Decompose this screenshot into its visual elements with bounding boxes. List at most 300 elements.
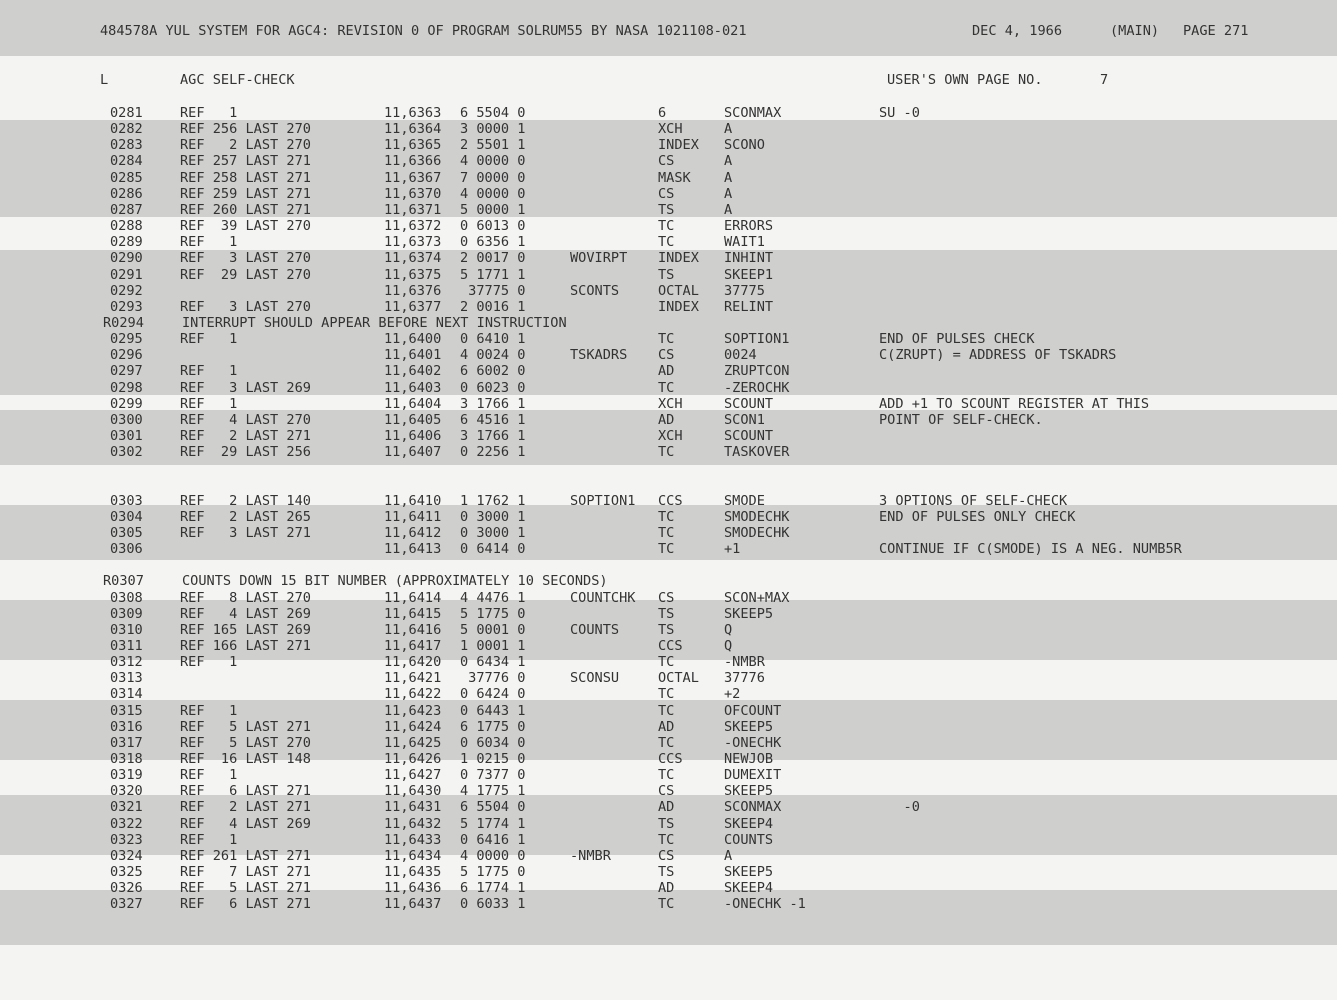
line-number: 0322 bbox=[110, 815, 143, 832]
operand: NEWJOB bbox=[724, 751, 774, 767]
octal-word: 0 6034 0 bbox=[460, 734, 526, 751]
octal-word: 2 5501 1 bbox=[460, 137, 526, 154]
listing-row bbox=[0, 719, 1337, 735]
operand: SCON+MAX bbox=[724, 589, 790, 606]
operand: SCONMAX bbox=[724, 799, 782, 816]
line-number: 0301 bbox=[110, 428, 143, 444]
listing-row bbox=[0, 832, 1337, 848]
line-number: 0310 bbox=[110, 621, 143, 638]
opcode: TC bbox=[658, 444, 675, 461]
operand: SCOUNT bbox=[724, 428, 774, 444]
address: 11,6420 bbox=[384, 654, 442, 671]
ref-field: REF 1 bbox=[180, 702, 238, 719]
address: 11,6413 bbox=[384, 541, 442, 558]
octal-word: 4 0000 0 bbox=[460, 153, 526, 170]
comment: END OF PULSES ONLY CHECK bbox=[879, 508, 1076, 525]
octal-word: 0 2256 1 bbox=[460, 444, 526, 461]
address: 11,6405 bbox=[384, 411, 442, 428]
ref-field: REF 3 LAST 270 bbox=[180, 298, 311, 315]
opcode: TS bbox=[658, 266, 675, 283]
listing-row bbox=[0, 412, 1337, 428]
octal-word: 4 0000 0 bbox=[460, 847, 526, 864]
line-number: 0308 bbox=[110, 589, 143, 606]
address: 11,6432 bbox=[384, 815, 442, 832]
opcode: OCTAL bbox=[658, 282, 699, 299]
octal-word: 0 6023 0 bbox=[460, 379, 526, 396]
line-number: 0296 bbox=[110, 347, 143, 364]
remark-text: COUNTS DOWN 15 BIT NUMBER (APPROXIMATELY 10 SECONDS) bbox=[182, 573, 608, 590]
operand: SKEEP4 bbox=[724, 815, 774, 832]
header-section: (MAIN) bbox=[1110, 23, 1160, 39]
listing-row bbox=[0, 670, 1337, 686]
octal-word: 5 0001 0 bbox=[460, 621, 526, 638]
line-number: 0311 bbox=[110, 637, 143, 654]
opcode: AD bbox=[658, 411, 675, 428]
octal-word: 37776 0 bbox=[460, 670, 526, 687]
opcode: TS bbox=[658, 815, 675, 832]
operand: SCON1 bbox=[724, 411, 765, 428]
listing-row bbox=[0, 267, 1337, 283]
ref-field: REF 2 LAST 271 bbox=[180, 428, 311, 444]
label: SCONTS bbox=[570, 282, 620, 299]
operand: OFCOUNT bbox=[724, 702, 782, 719]
address: 11,6375 bbox=[384, 266, 442, 283]
ref-field: REF 165 LAST 269 bbox=[180, 621, 311, 638]
address: 11,6365 bbox=[384, 137, 442, 154]
operand: 37776 bbox=[724, 670, 765, 687]
octal-word: 6 6002 0 bbox=[460, 363, 526, 380]
ref-field: REF 29 LAST 270 bbox=[180, 266, 311, 283]
comment: POINT OF SELF-CHECK. bbox=[879, 411, 1043, 428]
octal-word: 2 0016 1 bbox=[460, 298, 526, 315]
address: 11,6425 bbox=[384, 734, 442, 751]
operand: A bbox=[724, 121, 733, 138]
ref-field: REF 8 LAST 270 bbox=[180, 589, 311, 606]
operand: TASKOVER bbox=[724, 444, 790, 461]
octal-word: 5 1775 0 bbox=[460, 864, 526, 881]
listing-row bbox=[0, 751, 1337, 767]
line-number: 0285 bbox=[110, 169, 143, 186]
operand: SMODECHK bbox=[724, 524, 790, 541]
listing-row bbox=[0, 380, 1337, 396]
ref-field: REF 16 LAST 148 bbox=[180, 751, 311, 767]
octal-word: 3 0000 1 bbox=[460, 121, 526, 138]
octal-word: 4 0024 0 bbox=[460, 347, 526, 364]
opcode: XCH bbox=[658, 395, 683, 412]
octal-word: 37775 0 bbox=[460, 282, 526, 299]
octal-word: 3 1766 1 bbox=[460, 428, 526, 444]
ref-field: REF 1 bbox=[180, 831, 238, 848]
address: 11,6371 bbox=[384, 201, 442, 218]
octal-word: 0 7377 0 bbox=[460, 767, 526, 784]
address: 11,6401 bbox=[384, 347, 442, 364]
ref-field: REF 2 LAST 265 bbox=[180, 508, 311, 525]
address: 11,6374 bbox=[384, 250, 442, 267]
listing-row bbox=[0, 170, 1337, 186]
address: 11,6422 bbox=[384, 686, 442, 703]
line-number: 0305 bbox=[110, 524, 143, 541]
opcode: CCS bbox=[658, 492, 683, 509]
ref-field: REF 1 bbox=[180, 654, 238, 671]
line-number: 0302 bbox=[110, 444, 143, 461]
address: 11,6424 bbox=[384, 718, 442, 735]
octal-word: 0 6434 1 bbox=[460, 654, 526, 671]
address: 11,6366 bbox=[384, 153, 442, 170]
operand: 37775 bbox=[724, 282, 765, 299]
octal-word: 1 0215 0 bbox=[460, 751, 526, 767]
ref-field: REF 256 LAST 270 bbox=[180, 121, 311, 138]
operand: COUNTS bbox=[724, 831, 774, 848]
label: COUNTS bbox=[570, 621, 620, 638]
ref-field: REF 4 LAST 269 bbox=[180, 605, 311, 622]
listing-row bbox=[0, 606, 1337, 622]
comment: CONTINUE IF C(SMODE) IS A NEG. NUMB5R bbox=[879, 541, 1182, 558]
opcode: AD bbox=[658, 363, 675, 380]
opcode: CCS bbox=[658, 637, 683, 654]
octal-word: 2 0017 0 bbox=[460, 250, 526, 267]
header-page: PAGE 271 bbox=[1183, 23, 1249, 39]
listing-row bbox=[0, 428, 1337, 444]
octal-word: 1 0001 1 bbox=[460, 637, 526, 654]
ref-field: REF 258 LAST 271 bbox=[180, 169, 311, 186]
ref-field: REF 261 LAST 271 bbox=[180, 847, 311, 864]
line-number: 0283 bbox=[110, 137, 143, 154]
opcode: TC bbox=[658, 702, 675, 719]
octal-word: 0 6033 1 bbox=[460, 896, 526, 913]
operand: A bbox=[724, 847, 733, 864]
address: 11,6372 bbox=[384, 218, 442, 235]
listing-row bbox=[0, 767, 1337, 783]
line-number: 0289 bbox=[110, 234, 143, 251]
operand: ZRUPTCON bbox=[724, 363, 790, 380]
listing-row bbox=[0, 444, 1337, 460]
listing-row bbox=[0, 703, 1337, 719]
line-number: 0303 bbox=[110, 492, 143, 509]
line-number: 0327 bbox=[110, 896, 143, 913]
line-number: 0281 bbox=[110, 105, 143, 121]
line-number: 0287 bbox=[110, 201, 143, 218]
ref-field: REF 1 bbox=[180, 234, 238, 251]
octal-word: 0 3000 1 bbox=[460, 508, 526, 525]
comment: ADD +1 TO SCOUNT REGISTER AT THIS bbox=[879, 395, 1150, 412]
ref-field: REF 1 bbox=[180, 767, 238, 784]
octal-word: 3 1766 1 bbox=[460, 395, 526, 412]
ref-field: REF 1 bbox=[180, 363, 238, 380]
opcode: CS bbox=[658, 347, 675, 364]
octal-word: 0 6416 1 bbox=[460, 831, 526, 848]
address: 11,6434 bbox=[384, 847, 442, 864]
operand: SCOUNT bbox=[724, 395, 774, 412]
octal-word: 6 1774 1 bbox=[460, 880, 526, 897]
opcode: TC bbox=[658, 218, 675, 235]
header-date: DEC 4, 1966 bbox=[972, 23, 1063, 39]
ref-field: REF 5 LAST 271 bbox=[180, 880, 311, 897]
opcode: INDEX bbox=[658, 250, 699, 267]
octal-word: 1 1762 1 bbox=[460, 492, 526, 509]
address: 11,6376 bbox=[384, 282, 442, 299]
operand: A bbox=[724, 201, 733, 218]
line-number: 0282 bbox=[110, 121, 143, 138]
opcode: TC bbox=[658, 896, 675, 913]
subheader-title: AGC SELF-CHECK bbox=[180, 72, 295, 88]
opcode: INDEX bbox=[658, 137, 699, 154]
ref-field: REF 166 LAST 271 bbox=[180, 637, 311, 654]
octal-word: 5 1771 1 bbox=[460, 266, 526, 283]
opcode: CS bbox=[658, 589, 675, 606]
listing-row bbox=[0, 799, 1337, 815]
address: 11,6364 bbox=[384, 121, 442, 138]
address: 11,6437 bbox=[384, 896, 442, 913]
octal-word: 5 1775 0 bbox=[460, 605, 526, 622]
line-number: 0291 bbox=[110, 266, 143, 283]
opcode: 6 bbox=[658, 105, 667, 121]
line-number: 0299 bbox=[110, 395, 143, 412]
operand: SCONMAX bbox=[724, 105, 782, 121]
label: -NMBR bbox=[570, 847, 611, 864]
address: 11,6400 bbox=[384, 331, 442, 348]
operand: SMODE bbox=[724, 492, 765, 509]
octal-word: 6 1775 0 bbox=[460, 718, 526, 735]
line-number: 0288 bbox=[110, 218, 143, 235]
listing-row bbox=[0, 331, 1337, 347]
operand: Q bbox=[724, 637, 733, 654]
address: 11,6370 bbox=[384, 185, 442, 202]
operand: +2 bbox=[724, 686, 741, 703]
opcode: CS bbox=[658, 185, 675, 202]
line-number: 0284 bbox=[110, 153, 143, 170]
ref-field: REF 7 LAST 271 bbox=[180, 864, 311, 881]
ref-field: REF 260 LAST 271 bbox=[180, 201, 311, 218]
listing-row bbox=[0, 638, 1337, 654]
remark-number: R0307 bbox=[103, 573, 144, 590]
address: 11,6406 bbox=[384, 428, 442, 444]
remark-text: INTERRUPT SHOULD APPEAR BEFORE NEXT INSTRUCTION bbox=[182, 314, 567, 331]
line-number: 0326 bbox=[110, 880, 143, 897]
line-number: 0314 bbox=[110, 686, 143, 703]
line-number: 0315 bbox=[110, 702, 143, 719]
listing-row bbox=[0, 234, 1337, 250]
listing-row bbox=[0, 864, 1337, 880]
comment: 3 OPTIONS OF SELF-CHECK bbox=[879, 492, 1068, 509]
octal-word: 0 6356 1 bbox=[460, 234, 526, 251]
address: 11,6404 bbox=[384, 395, 442, 412]
opcode: INDEX bbox=[658, 298, 699, 315]
comment: C(ZRUPT) = ADDRESS OF TSKADRS bbox=[879, 347, 1117, 364]
octal-word: 6 4516 1 bbox=[460, 411, 526, 428]
ref-field: REF 3 LAST 269 bbox=[180, 379, 311, 396]
line-number: 0318 bbox=[110, 751, 143, 767]
header-title: 484578A YUL SYSTEM FOR AGC4: REVISION 0 OF PROGRAM SOLRUM55 BY NASA 1021108-021 bbox=[100, 23, 747, 39]
label: TSKADRS bbox=[570, 347, 628, 364]
address: 11,6415 bbox=[384, 605, 442, 622]
listing-row bbox=[0, 186, 1337, 202]
address: 11,6421 bbox=[384, 670, 442, 687]
listing-row bbox=[0, 590, 1337, 606]
address: 11,6377 bbox=[384, 298, 442, 315]
address: 11,6403 bbox=[384, 379, 442, 396]
line-number: 0321 bbox=[110, 799, 143, 816]
address: 11,6435 bbox=[384, 864, 442, 881]
opcode: AD bbox=[658, 718, 675, 735]
address: 11,6407 bbox=[384, 444, 442, 461]
operand: Q bbox=[724, 621, 733, 638]
address: 11,6414 bbox=[384, 589, 442, 606]
opcode: CS bbox=[658, 153, 675, 170]
listing-row bbox=[0, 896, 1337, 912]
operand: ERRORS bbox=[724, 218, 774, 235]
opcode: TC bbox=[658, 767, 675, 784]
opcode: AD bbox=[658, 799, 675, 816]
octal-word: 0 6443 1 bbox=[460, 702, 526, 719]
opcode: TC bbox=[658, 234, 675, 251]
ref-field: REF 6 LAST 271 bbox=[180, 783, 311, 800]
address: 11,6436 bbox=[384, 880, 442, 897]
listing-row bbox=[0, 299, 1337, 315]
operand: SKEEP5 bbox=[724, 718, 774, 735]
listing-row bbox=[0, 735, 1337, 751]
line-number: 0313 bbox=[110, 670, 143, 687]
operand: WAIT1 bbox=[724, 234, 765, 251]
line-number: 0298 bbox=[110, 379, 143, 396]
listing-row bbox=[0, 622, 1337, 638]
line-number: 0320 bbox=[110, 783, 143, 800]
opcode: TS bbox=[658, 864, 675, 881]
ref-field: REF 39 LAST 270 bbox=[180, 218, 311, 235]
address: 11,6426 bbox=[384, 751, 442, 767]
listing-row bbox=[0, 363, 1337, 379]
opcode: OCTAL bbox=[658, 670, 699, 687]
operand: SKEEP4 bbox=[724, 880, 774, 897]
opcode: TS bbox=[658, 605, 675, 622]
opcode: TC bbox=[658, 331, 675, 348]
line-number: 0306 bbox=[110, 541, 143, 558]
address: 11,6431 bbox=[384, 799, 442, 816]
subheader-marker: L bbox=[100, 72, 109, 88]
ref-field: REF 3 LAST 270 bbox=[180, 250, 311, 267]
listing-row bbox=[0, 509, 1337, 525]
blank-line bbox=[0, 460, 1337, 476]
blank-line bbox=[0, 476, 1337, 492]
octal-word: 4 1775 1 bbox=[460, 783, 526, 800]
ref-field: REF 6 LAST 271 bbox=[180, 896, 311, 913]
line-number: 0325 bbox=[110, 864, 143, 881]
line-number: 0309 bbox=[110, 605, 143, 622]
listing-row bbox=[0, 493, 1337, 509]
octal-word: 6 5504 0 bbox=[460, 799, 526, 816]
address: 11,6417 bbox=[384, 637, 442, 654]
address: 11,6433 bbox=[384, 831, 442, 848]
address: 11,6363 bbox=[384, 105, 442, 121]
listing-row bbox=[0, 250, 1337, 266]
ref-field: REF 1 bbox=[180, 395, 238, 412]
ref-field: REF 3 LAST 271 bbox=[180, 524, 311, 541]
line-number: 0297 bbox=[110, 363, 143, 380]
operand: 0024 bbox=[724, 347, 757, 364]
line-number: 0324 bbox=[110, 847, 143, 864]
address: 11,6411 bbox=[384, 508, 442, 525]
label: SCONSU bbox=[570, 670, 620, 687]
address: 11,6427 bbox=[384, 767, 442, 784]
ref-field: REF 1 bbox=[180, 105, 238, 121]
octal-word: 0 6424 0 bbox=[460, 686, 526, 703]
ref-field: REF 29 LAST 256 bbox=[180, 444, 311, 461]
listing-row bbox=[0, 541, 1337, 557]
line-number: 0316 bbox=[110, 718, 143, 735]
line-number: 0292 bbox=[110, 282, 143, 299]
operand: -NMBR bbox=[724, 654, 765, 671]
operand: A bbox=[724, 153, 733, 170]
operand: SCONO bbox=[724, 137, 765, 154]
line-number: 0304 bbox=[110, 508, 143, 525]
line-number: 0290 bbox=[110, 250, 143, 267]
line-number: 0319 bbox=[110, 767, 143, 784]
remark-line bbox=[0, 573, 1337, 589]
listing-subheader bbox=[0, 72, 1337, 88]
listing-row bbox=[0, 218, 1337, 234]
octal-word: 0 6410 1 bbox=[460, 331, 526, 348]
address: 11,6416 bbox=[384, 621, 442, 638]
comment: -0 bbox=[879, 799, 920, 816]
opcode: TC bbox=[658, 541, 675, 558]
opcode: CS bbox=[658, 847, 675, 864]
ref-field: REF 1 bbox=[180, 331, 238, 348]
operand: SKEEP5 bbox=[724, 864, 774, 881]
ref-field: REF 2 LAST 140 bbox=[180, 492, 311, 509]
ref-field: REF 5 LAST 270 bbox=[180, 734, 311, 751]
line-number: 0293 bbox=[110, 298, 143, 315]
operand: SKEEP5 bbox=[724, 605, 774, 622]
opcode: TC bbox=[658, 734, 675, 751]
listing-row bbox=[0, 880, 1337, 896]
opcode: TS bbox=[658, 621, 675, 638]
ref-field: REF 5 LAST 271 bbox=[180, 718, 311, 735]
opcode: TC bbox=[658, 524, 675, 541]
ref-field: REF 4 LAST 270 bbox=[180, 411, 311, 428]
opcode: TC bbox=[658, 508, 675, 525]
octal-word: 6 5504 0 bbox=[460, 105, 526, 121]
user-page-number: 7 bbox=[1100, 72, 1109, 88]
label: WOVIRPT bbox=[570, 250, 628, 267]
user-page-label: USER'S OWN PAGE NO. bbox=[887, 72, 1043, 88]
comment: END OF PULSES CHECK bbox=[879, 331, 1035, 348]
octal-word: 5 1774 1 bbox=[460, 815, 526, 832]
page-header bbox=[0, 23, 1337, 39]
octal-word: 7 0000 0 bbox=[460, 169, 526, 186]
opcode: CS bbox=[658, 783, 675, 800]
operand: DUMEXIT bbox=[724, 767, 782, 784]
listing-row bbox=[0, 283, 1337, 299]
operand: SMODECHK bbox=[724, 508, 790, 525]
opcode: CCS bbox=[658, 751, 683, 767]
listing-row bbox=[0, 153, 1337, 169]
line-number: 0295 bbox=[110, 331, 143, 348]
ref-field: REF 2 LAST 271 bbox=[180, 799, 311, 816]
label: SOPTION1 bbox=[570, 492, 636, 509]
opcode: XCH bbox=[658, 121, 683, 138]
listing-row bbox=[0, 816, 1337, 832]
octal-word: 5 0000 1 bbox=[460, 201, 526, 218]
operand: A bbox=[724, 169, 733, 186]
address: 11,6412 bbox=[384, 524, 442, 541]
operand: INHINT bbox=[724, 250, 774, 267]
operand: A bbox=[724, 185, 733, 202]
operand: SOPTION1 bbox=[724, 331, 790, 348]
listing-row bbox=[0, 347, 1337, 363]
octal-word: 0 6414 0 bbox=[460, 541, 526, 558]
opcode: AD bbox=[658, 880, 675, 897]
operand: -ONECHK bbox=[724, 734, 782, 751]
operand: +1 bbox=[724, 541, 741, 558]
